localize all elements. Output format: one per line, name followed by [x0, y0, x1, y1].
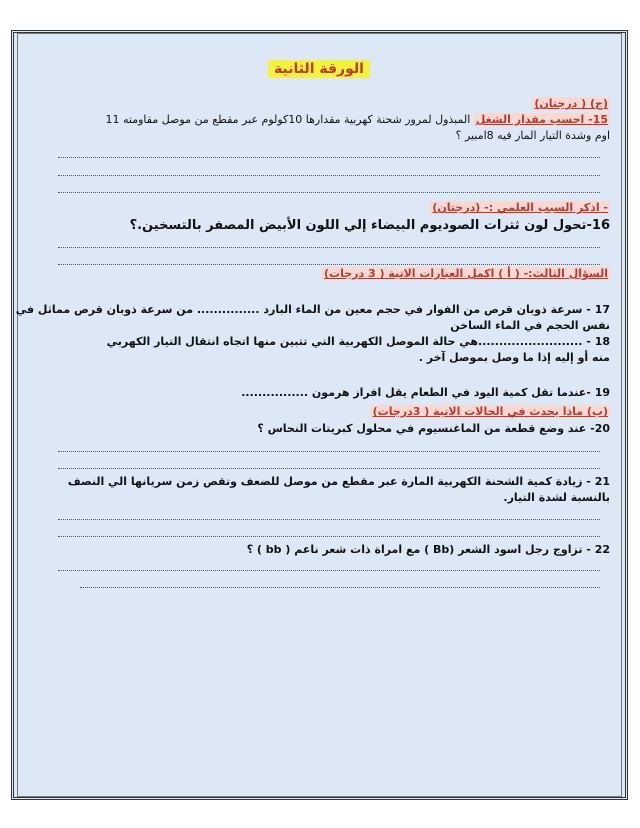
answer-line — [80, 587, 600, 588]
question-15-head: 15- احسب مقدار الشغل — [475, 113, 608, 126]
question-15-body: المبذول لمرور شحنة كهربية مقدارها 10كولوم عبر مقطع من موصل مقاومته 11 — [105, 113, 471, 126]
question-19: 19 -عندما تقل كمية اليود في الطعام يقل افراز هرمون ................ — [241, 386, 610, 399]
question-18: 18 - .........................هي حالة الموصل الكهربية التي تتبين منها اتجاه انتقال التيار الكهربي — [106, 335, 610, 348]
answer-line — [58, 157, 600, 158]
answer-line — [58, 468, 600, 469]
question-21-continued: بالنسبة لشدة التيار. — [503, 491, 610, 504]
answer-line — [58, 570, 600, 571]
answer-line — [58, 247, 600, 248]
section-reason-label: - اذكر السبب العلمي :- (درجتان) — [432, 201, 608, 214]
answer-line — [58, 451, 600, 452]
answer-line — [58, 519, 600, 520]
question-16: 16-تحول لون ثترات الصوديوم البيضاء إلي اللون الأبيض المصفر بالتسخين.؟ — [129, 218, 610, 233]
question-18-continued: منه أو إليه إذا ما وصل بموصل آخر . — [418, 351, 610, 364]
section-q3-label: السؤال الثالث:- ( أ ) اكمل العبارات الاتية ( 3 درجات) — [324, 267, 608, 280]
answer-line — [58, 175, 600, 176]
question-22: 22 - تزاوج رجل اسود الشعر (Bb ) مع امراة ذات شعر ناعم ( bb ) ؟ — [246, 543, 610, 556]
question-15-continued: اوم وشدة التيار المار فيه 8امبير ؟ — [455, 129, 610, 142]
section-c-label: (ج) ( درجتان) — [534, 97, 608, 110]
answer-line — [58, 264, 600, 265]
answer-line — [58, 192, 600, 193]
question-17: 17 - سرعة ذوبان قرص من الفوار في حجم معين من الماء البارد ............... من سرعة ذوبان قرص مماثل في — [15, 303, 610, 316]
answer-line — [58, 536, 600, 537]
worksheet-title: الورقة الثانية — [268, 60, 370, 78]
question-15 — [106, 112, 611, 128]
question-20: 20- عند وضع قطعة من الماغنسيوم في محلول كبريتات النحاس ؟ — [257, 422, 610, 435]
section-b-label: (ب) ماذا يحدث في الحالات الاتية ( 3درجات) — [372, 405, 608, 418]
question-21: 21 - زيادة كمية الشحنة الكهربية المارة عبر مقطع من موصل للضعف وتقص زمن سريانها الي النصف — [67, 475, 610, 488]
question-17-continued: نفس الحجم في الماء الساخن — [450, 319, 610, 332]
